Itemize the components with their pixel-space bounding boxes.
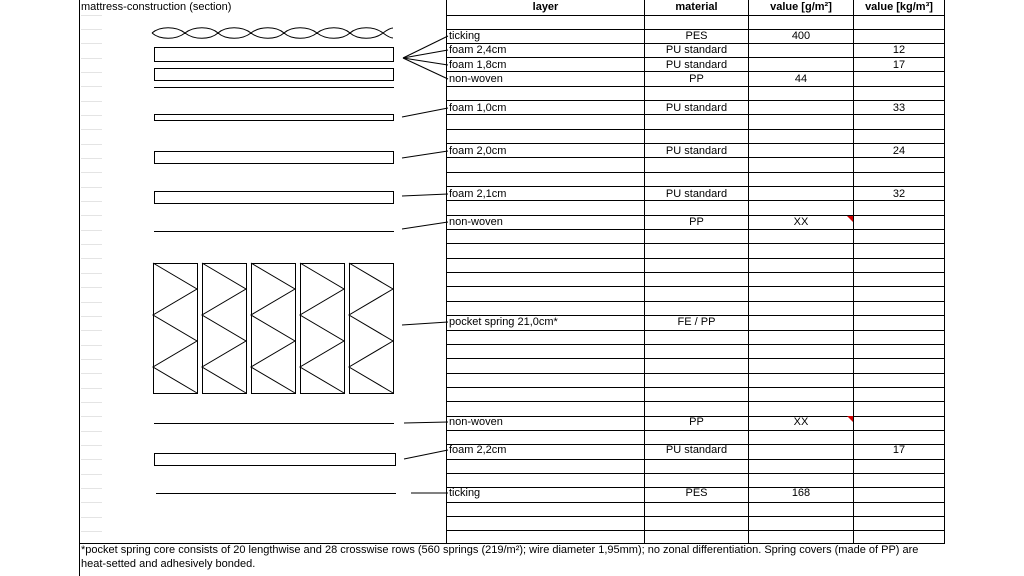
cell-material: PU standard xyxy=(665,188,728,200)
cell-value-kg: 12 xyxy=(892,44,906,56)
cell-material: PES xyxy=(685,487,708,499)
header-layer: layer xyxy=(532,1,559,13)
cell-layer: foam 1,0cm xyxy=(449,102,507,114)
cell-layer: non-woven xyxy=(449,416,503,428)
cell-material: PU standard xyxy=(665,44,728,56)
cell-value-g xyxy=(749,443,853,457)
cell-layer: ticking xyxy=(449,30,481,42)
cell-value-g: XX xyxy=(793,216,809,228)
cell-value-kg xyxy=(854,415,944,429)
cell-layer: non-woven xyxy=(449,73,503,85)
cell-value-kg: 17 xyxy=(892,59,906,71)
cell-value-kg xyxy=(854,215,944,229)
footnote: *pocket spring core consists of 20 lengthwise and 28 crosswise rows (560 springs (219/m²); wire diameter 1,95mm); no zonal differentiation. Spring covers (made of PP) are heat-setted and adhesively bonded. xyxy=(81,544,919,570)
header-value-kg: value [kg/m³] xyxy=(865,1,933,13)
cell-material: PP xyxy=(689,416,704,428)
cell-layer: foam 2,1cm xyxy=(449,188,507,200)
cell-value-g xyxy=(749,144,853,158)
cell-material: FE / PP xyxy=(677,316,716,328)
cell-value-kg: 32 xyxy=(892,188,906,200)
cell-layer: foam 2,0cm xyxy=(449,145,507,157)
cell-value-kg xyxy=(854,486,944,500)
cell-value-kg xyxy=(854,315,944,329)
header-material: material xyxy=(675,1,718,13)
cell-value-g: 400 xyxy=(791,30,811,42)
foam-2-4cm-shape xyxy=(155,48,394,62)
drawing-title: mattress-construction (section) xyxy=(81,1,232,13)
foam-2-1cm-shape xyxy=(155,192,394,204)
cell-value-kg xyxy=(854,72,944,86)
cell-material: PP xyxy=(689,216,704,228)
cell-value-g: 44 xyxy=(794,73,808,85)
foam-2-2cm-shape xyxy=(155,454,396,466)
cell-material: PU standard xyxy=(665,444,728,456)
cell-value-kg: 24 xyxy=(892,145,906,157)
pocket-spring-core xyxy=(153,263,394,394)
cell-value-g: XX xyxy=(793,416,809,428)
cell-value-kg: 17 xyxy=(892,444,906,456)
cell-value-g xyxy=(749,315,853,329)
cell-material: PES xyxy=(685,30,708,42)
cell-layer: ticking xyxy=(449,487,481,499)
foam-1-8cm-shape xyxy=(155,69,394,81)
cell-value-kg xyxy=(854,29,944,43)
cell-value-g xyxy=(749,101,853,115)
cell-layer: pocket spring 21,0cm* xyxy=(449,316,558,328)
foam-1-0cm-shape xyxy=(155,115,394,121)
cell-material: PU standard xyxy=(665,59,728,71)
cell-value-g: 168 xyxy=(791,487,811,499)
ticking-top-wave xyxy=(152,28,393,39)
cell-material: PP xyxy=(689,73,704,85)
header-value-g: value [g/m²] xyxy=(770,1,832,13)
foam-2-0cm-shape xyxy=(155,152,394,164)
row-guides xyxy=(81,16,102,532)
cell-layer: foam 1,8cm xyxy=(449,59,507,71)
cell-layer: foam 2,2cm xyxy=(449,444,507,456)
leader-lines xyxy=(402,36,448,493)
cell-value-kg: 33 xyxy=(892,102,906,114)
cell-value-g xyxy=(749,58,853,72)
cell-layer: non-woven xyxy=(449,216,503,228)
cell-value-g xyxy=(749,187,853,201)
cell-material: PU standard xyxy=(665,102,728,114)
cell-layer: foam 2,4cm xyxy=(449,44,507,56)
cell-material: PU standard xyxy=(665,145,728,157)
cell-value-g xyxy=(749,43,853,57)
